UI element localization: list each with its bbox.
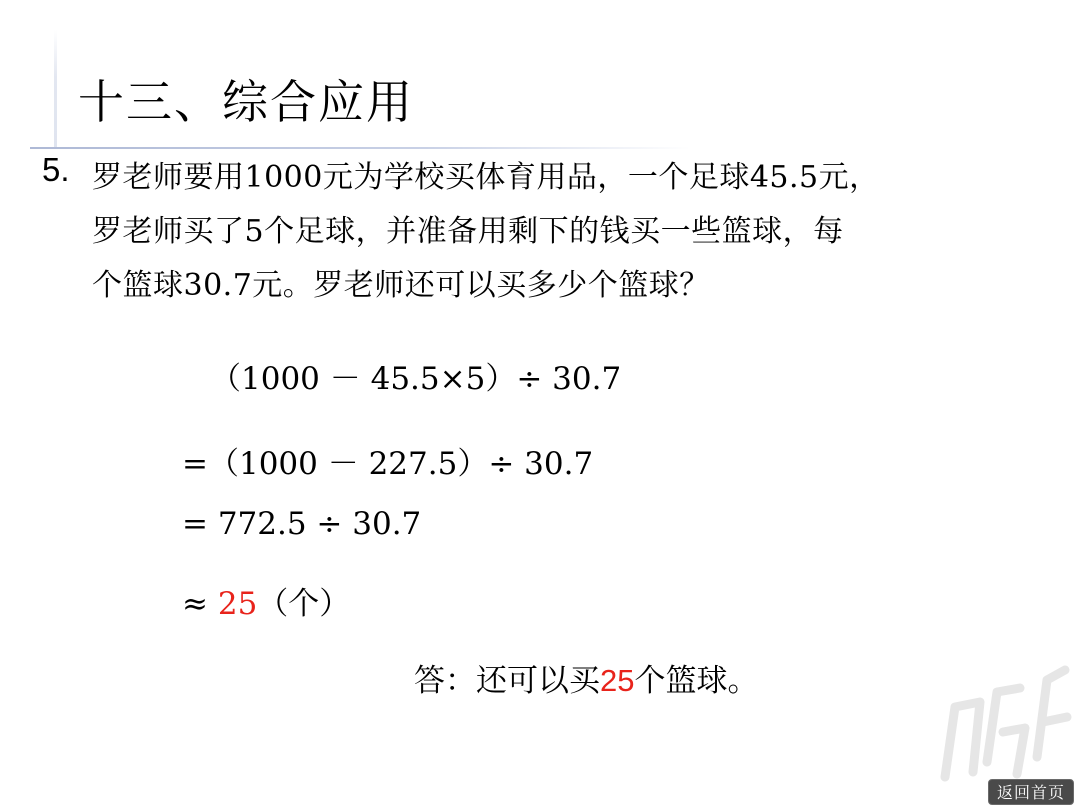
question-number: 5.	[42, 151, 70, 188]
answer-prefix: 答：还可以买	[414, 663, 600, 699]
result-value: 25	[217, 586, 258, 622]
watermark-logo	[925, 662, 1075, 782]
approx-sign: ≈	[182, 586, 218, 622]
title-underline	[30, 147, 690, 149]
solution-step-2: =（1000 － 227.5）÷ 30.7	[182, 446, 594, 482]
result-unit: （个）	[257, 586, 351, 622]
answer-suffix: 个篮球。	[634, 663, 759, 699]
title-vertical-rule	[54, 30, 57, 148]
slide-title: 十三、综合应用	[78, 75, 414, 129]
solution-step-3: = 772.5 ÷ 30.7	[182, 506, 422, 542]
question-line-2: 罗老师买了5个足球，并准备用剩下的钱买一些篮球，每	[92, 214, 844, 249]
question-line-1: 罗老师要用1000元为学校买体育用品，一个足球45.5元，	[92, 160, 880, 195]
answer-value: 25	[600, 663, 635, 698]
answer-sentence	[414, 655, 758, 700]
back-home-button[interactable]: 返回首页	[988, 779, 1074, 805]
solution-step-4	[182, 578, 350, 623]
question-line-3: 个篮球30.7元。罗老师还可以买多少个篮球？	[92, 268, 710, 303]
solution-step-1: （1000 － 45.5×5）÷ 30.7	[210, 361, 622, 397]
